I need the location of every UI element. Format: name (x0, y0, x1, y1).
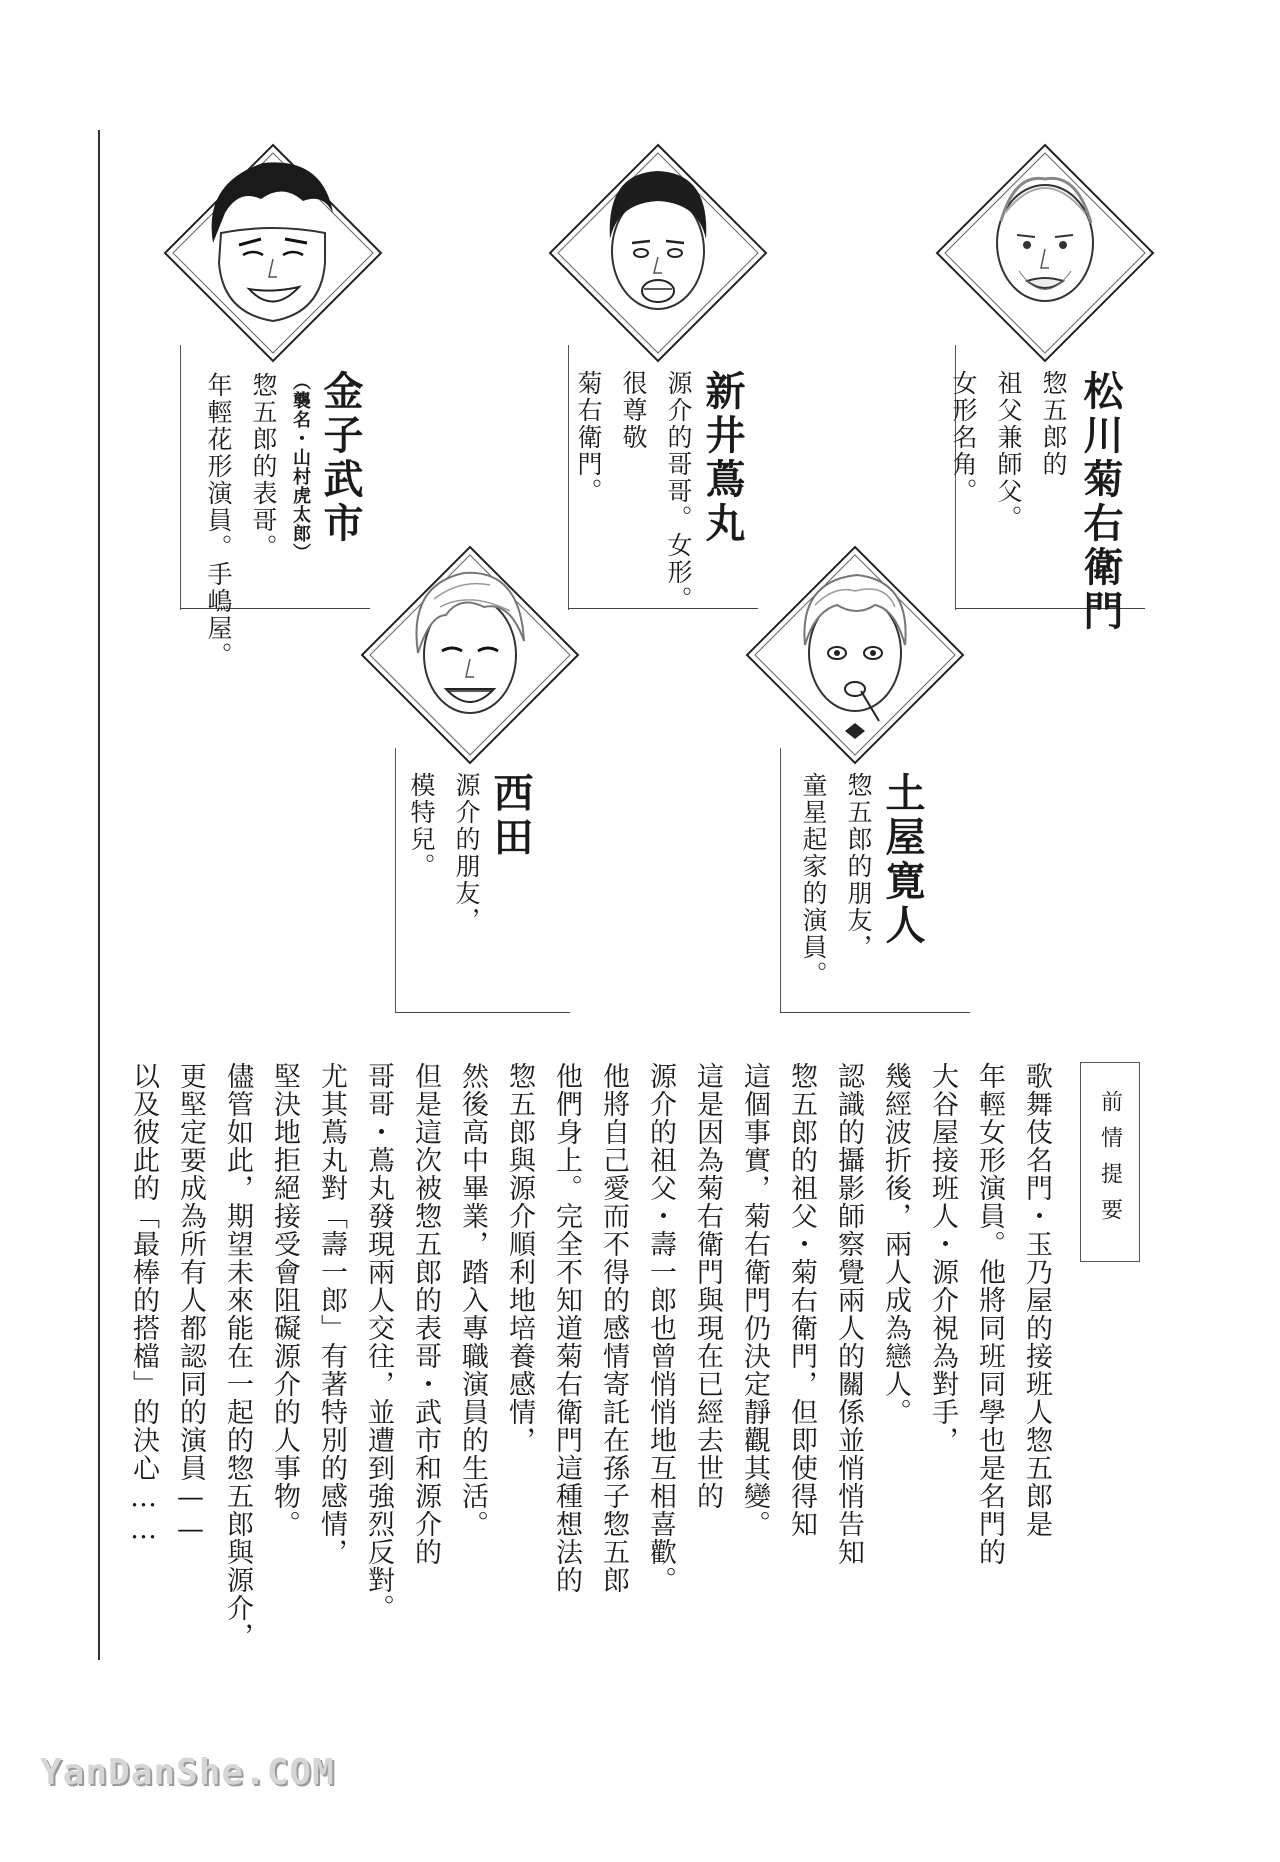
summary-line: 堅決地拒絕接受會阻礙源介的人事物。 (269, 1062, 300, 1538)
summary-line: 歌舞伎名門・玉乃屋的接班人惣五郎是 (1021, 1062, 1052, 1538)
portrait-tsutamaru (548, 143, 768, 363)
summary-line: 他們身上。完全不知道菊右衛門這種想法的 (551, 1062, 582, 1594)
character-desc-tsuchiya-2: 童星起家的演員。 (799, 772, 828, 988)
portrait-tsuchiya (745, 545, 965, 765)
grinning-man-portrait-icon (360, 545, 580, 765)
young-man-portrait-icon (548, 143, 768, 363)
character-subtitle-takeichi: （襲名・山村虎太郎） (290, 372, 311, 562)
character-desc-tsutamaru-1: 源介的哥哥。女形。 (664, 370, 693, 613)
character-desc-nishida-1: 源介的朋友， (452, 772, 481, 934)
elderly-man-portrait-icon (935, 143, 1155, 363)
summary-line: 大谷屋接班人・源介視為對手， (927, 1062, 958, 1454)
summary-line: 惣五郎的祖父・菊右衛門，但即使得知 (786, 1062, 817, 1538)
character-desc-tsuchiya-1: 惣五郎的朋友， (844, 772, 873, 961)
character-desc-takeichi-1: 惣五郎的表哥。 (249, 372, 278, 561)
portrait-kikuemon (935, 143, 1155, 363)
summary-line: 他將自己愛而不得的感情寄託在孫子惣五郎 (598, 1062, 629, 1594)
character-desc-takeichi-2: 年輕花形演員。手嶋屋。 (204, 372, 233, 669)
character-name-nishida: 西田 (487, 772, 534, 860)
character-desc-kikuemon-3: 女形名角。 (949, 370, 978, 505)
summary-body (128, 1062, 1060, 1862)
summary-line: 年輕女形演員。他將同班同學也是名門的 (974, 1062, 1005, 1566)
character-desc-kikuemon-1: 惣五郎的 (1039, 370, 1068, 478)
summary-line: 幾經波折後，兩人成為戀人。 (880, 1062, 911, 1426)
boy-with-lollipop-portrait-icon (745, 545, 965, 765)
summary-line: 儘管如此，期望未來能在一起的惣五郎與源介， (222, 1062, 253, 1650)
portrait-nishida (360, 545, 580, 765)
summary-line: 然後高中畢業，踏入專職演員的生活。 (457, 1062, 488, 1538)
summary-line: 惣五郎與源介順利地培養感情， (504, 1062, 535, 1454)
summary-line: 認識的攝影師察覺兩人的關係並悄悄告知 (833, 1062, 864, 1566)
smiling-man-portrait-icon (163, 143, 383, 363)
portrait-takeichi (163, 143, 383, 363)
summary-line: 哥哥・蔦丸發現兩人交往，並遭到強烈反對。 (363, 1062, 394, 1622)
summary-line: 但是這次被惣五郎的表哥・武市和源介的 (410, 1062, 441, 1566)
summary-line: 尤其蔦丸對「壽一郎」有著特別的感情， (316, 1062, 347, 1566)
character-name-tsuchiya: 土屋寛人 (879, 772, 926, 948)
summary-line: 源介的祖父・壽一郎也曾悄悄地互相喜歡。 (645, 1062, 676, 1594)
character-desc-nishida-2: 模特兒。 (407, 772, 436, 880)
summary-line: 這個事實，菊右衛門仍決定靜觀其變。 (739, 1062, 770, 1538)
left-margin-rule (98, 130, 100, 1660)
summary-line: 更堅定要成為所有人都認同的演員—— (175, 1062, 206, 1546)
character-desc-tsutamaru-3: 菊右衛門。 (574, 370, 603, 505)
character-desc-kikuemon-2: 祖父兼師父。 (994, 370, 1023, 532)
summary-line: 以及彼此的「最棒的搭檔」的決心…… (128, 1062, 159, 1546)
character-desc-tsutamaru-2: 很尊敬 (619, 370, 648, 451)
summary-line: 這是因為菊右衛門與現在已經去世的 (692, 1062, 723, 1510)
character-name-kikuemon: 松川菊右衛門 (1077, 370, 1124, 634)
summary-title: 前情提要 (1080, 1062, 1140, 1262)
watermark: YanDanShe.COM (40, 1752, 335, 1793)
character-name-takeichi: 金子武市 (317, 370, 364, 546)
character-name-tsutamaru: 新井蔦丸 (699, 370, 746, 546)
